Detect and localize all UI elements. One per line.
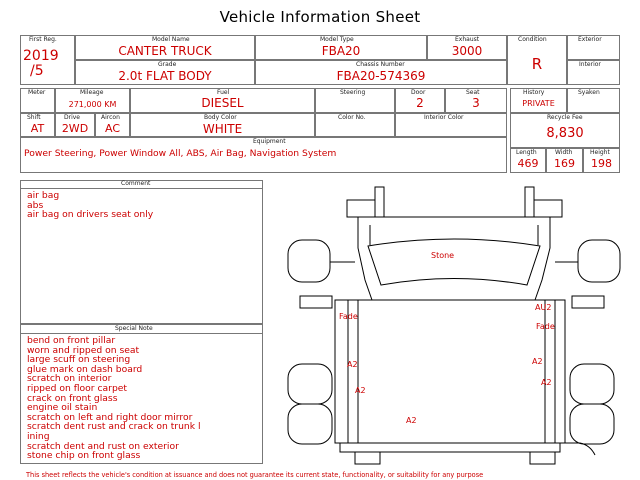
height-label: Height [590, 149, 610, 156]
note-line: engine oil stain [27, 402, 98, 414]
damage-mark-a2-right-1: A2 [532, 357, 543, 366]
height-value: 198 [591, 157, 612, 170]
seat-value: 3 [472, 96, 480, 110]
note-line: stone chip on front glass [27, 450, 141, 462]
shift-value: AT [30, 122, 45, 135]
info-grid [0, 0, 640, 180]
note-line: scratch dent rust and crack on trunk l [27, 421, 201, 433]
page-title: Vehicle Information Sheet [219, 8, 421, 26]
chassis-value: FBA20-574369 [336, 69, 426, 83]
drive-label: Drive [64, 114, 80, 121]
history-label: History [523, 89, 545, 96]
note-line: large scuff on steering [27, 354, 131, 366]
exterior-label: Exterior [578, 36, 602, 43]
note-line: scratch dent and rust on exterior [27, 440, 179, 452]
grade-label: Grade [158, 61, 177, 68]
history-value: PRIVATE [522, 99, 555, 108]
note-line: ining [27, 430, 50, 442]
fuel-value: DIESEL [201, 96, 244, 110]
condition-value: R [531, 55, 543, 73]
length-label: Length [516, 149, 537, 156]
length-value: 469 [517, 157, 539, 170]
comment-line: air bag on drivers seat only [27, 209, 154, 221]
model-type-label: Model Type [320, 36, 354, 43]
condition-label: Condition [518, 36, 547, 43]
drive-value: 2WD [61, 122, 89, 135]
first-reg-year: 2019 [23, 48, 59, 64]
door-value: 2 [416, 96, 424, 110]
comment-label: Comment [121, 180, 151, 187]
note-line: bend on front pillar [27, 335, 116, 346]
special-note-label: Special Note [115, 325, 153, 332]
note-line: worn and ripped on seat [27, 344, 140, 356]
truck-diagram [280, 180, 630, 472]
shift-label: Shift [27, 114, 41, 121]
steering-label: Steering [340, 89, 366, 96]
chassis-label: Chassis Number [356, 61, 405, 68]
damage-mark-fade-right: Fade [536, 322, 555, 331]
recycle-fee-value: 8,830 [546, 126, 584, 141]
color-no-label: Color No. [338, 114, 366, 121]
damage-mark-fade-left: Fade [339, 312, 358, 321]
mileage-value: 271,000 KM [68, 100, 117, 109]
special-note-list [27, 336, 201, 461]
equipment-label: Equipment [253, 138, 286, 145]
damage-mark-au2: AU2 [535, 303, 552, 312]
aircon-value: AC [104, 122, 120, 135]
damage-mark-a2-left-1: A2 [347, 360, 358, 369]
first-reg-month: /5 [30, 63, 44, 79]
damage-mark-a2-left-2: A2 [355, 386, 366, 395]
note-line: scratch on interior [27, 373, 112, 385]
damage-mark-a2-bottom: A2 [406, 416, 417, 425]
note-line: scratch on left and right door mirror [27, 411, 193, 423]
exhaust-value: 3000 [451, 44, 483, 58]
seat-label: Seat [466, 89, 480, 96]
note-line: glue mark on dash board [27, 363, 143, 375]
comment-list [27, 191, 153, 220]
door-label: Door [411, 89, 426, 96]
equipment-value: Power Steering, Power Window All, ABS, Air Bag, Navigation System [24, 148, 337, 159]
note-line: ripped on floor carpet [27, 382, 128, 394]
width-value: 169 [554, 157, 575, 170]
body-color-label: Body Color [204, 114, 237, 121]
comment-line: air bag [27, 190, 60, 201]
aircon-label: Aircon [101, 114, 120, 121]
model-type-value: FBA20 [321, 44, 361, 58]
damage-mark-stone: Stone [431, 251, 455, 260]
recycle-fee-label: Recycle Fee [547, 114, 583, 121]
interior-color-label: Interior Color [424, 114, 464, 121]
body-color-value: WHITE [202, 122, 243, 136]
note-line: crack on front glass [27, 392, 118, 404]
exhaust-label: Exhaust [455, 36, 480, 43]
first-reg-label: First Reg. [29, 36, 57, 43]
comment-line: abs [27, 199, 44, 211]
model-name-value: CANTER TRUCK [118, 44, 212, 58]
syaken-label: Syaken [578, 89, 600, 96]
interior-label: Interior [579, 61, 601, 68]
footer-disclaimer: This sheet reflects the vehicle's condition at issuance and does not guarantee its current state, functionality, or suitability for any purpose [26, 471, 484, 479]
width-label: Width [555, 149, 573, 156]
model-name-label: Model Name [152, 36, 190, 43]
mileage-label: Mileage [80, 89, 104, 96]
fuel-label: Fuel [217, 89, 230, 96]
meter-label: Meter [28, 89, 46, 96]
damage-mark-a2-right-2: A2 [541, 378, 552, 387]
grade-value: 2.0t FLAT BODY [118, 69, 212, 83]
